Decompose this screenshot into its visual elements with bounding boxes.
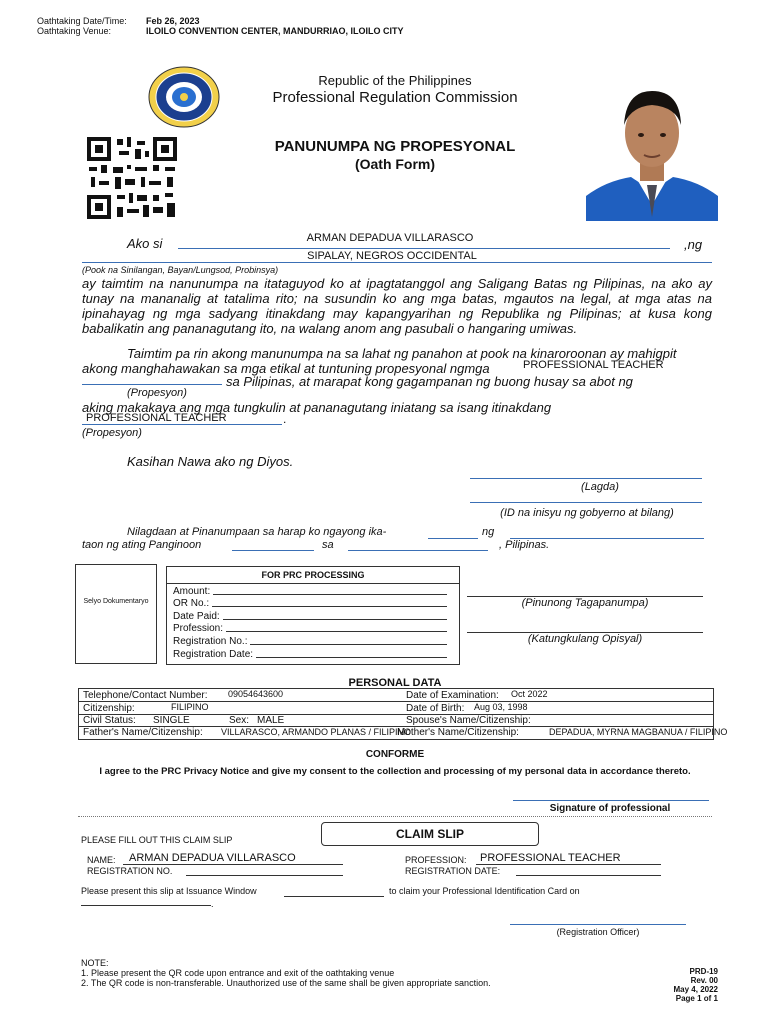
claim-reg-label: REGISTRATION NO. [87,866,173,876]
processing-field-line[interactable] [226,622,447,632]
officer-line[interactable] [510,916,686,925]
present-text-1: Please present this slip at Issuance Window [81,886,257,896]
processing-field-line[interactable] [223,610,447,620]
note-1: 1. Please present the QR code upon entrance and exit of the oathtaking venue [81,968,395,978]
profile-photo [586,81,718,221]
note-label: NOTE: [81,958,109,968]
id-caption: (ID na inisyu ng gobyerno at bilang) [500,507,674,519]
exam-label: Date of Examination: [406,690,499,701]
spouse-label: Spouse's Name/Citizenship: [406,715,531,726]
kasihan-text: Kasihan Nawa ako ng Diyos. [127,454,294,469]
card-date-line[interactable] [81,897,211,906]
commission-text: Professional Regulation Commission [272,89,518,106]
processing-title: FOR PRC PROCESSING [167,567,459,584]
prc-processing-box [166,566,460,665]
signature-line[interactable] [513,792,709,801]
taon-text: taon ng ating Panginoon [82,539,202,551]
claim-reg-date-label: REGISTRATION DATE: [405,866,501,876]
mother-value: DEPADUA, MYRNA MAGBANUA / FILIPINO [549,727,728,737]
oath-paragraph-1: ay taimtim na nanunumpa na itataguyod ko at ipagtatanggol ang Saligang Batas ng Pilipinas, na ako ay tunay na mananalig at tatalima rito; na susundin ko ang mga batas, mgautos na legal, at mga atas na ipinahayag ng mga sadyang itinakdang may kapangyarihan ng Republika ng Pilipinas; at kusa kong babalikatin ang pananagutang ito, na walang anom ang pasubali o hangaring umiwas. [82,276,712,336]
sa-word: sa [322,539,334,551]
pinunong-caption: (Pinunong Tagapanumpa) [521,597,649,609]
profession-value-1: PROFESSIONAL TEACHER [523,359,664,371]
oath-date-value: Feb 26, 2023 [146,16,200,26]
processing-field-row [173,622,453,635]
year-line[interactable] [232,538,314,551]
personal-data-table [78,688,728,740]
selyo-box [75,564,157,664]
form-code: PRD-19 [689,967,718,976]
form-title: PANUNUMPA NG PROPESYONAL [274,138,516,155]
ako-si-label: Ako si [127,236,163,251]
dob-value: Aug 03, 1998 [474,702,528,712]
processing-field-label: Registration No.: [173,635,248,647]
form-rev: Rev. 00 [690,976,718,985]
processing-field-label: Date Paid: [173,610,220,622]
selyo-text: Selyo Dokumentaryo [83,598,149,605]
oath-name-value: ARMAN DEPADUA VILLARASCO [306,232,474,244]
cut-line [78,816,712,817]
sex-value: MALE [257,715,285,726]
processing-field-line[interactable] [212,597,447,607]
month-line[interactable] [510,526,704,539]
form-code-block [600,967,718,1003]
tel-value: 09054643600 [228,689,284,699]
oath-p2-line2: akong manghahawakan sa mga etikal at tuntuning propesyonal ngmga [82,361,490,376]
sex-label: Sex: [229,715,250,726]
propesyon-caption-2: (Propesyon) [82,427,142,439]
lagda-line[interactable] [470,466,702,479]
tel-label: Telephone/Contact Number: [83,690,208,701]
katungkulang-caption: (Katungkulang Opisyal) [527,633,643,645]
processing-field-line[interactable] [256,648,447,658]
oath-date-label: Oathtaking Date/Time: [37,16,127,26]
personal-data-title: PERSONAL DATA [348,677,442,689]
civil-value: SINGLE [153,715,190,726]
processing-field-row [173,647,453,660]
id-line[interactable] [470,490,702,503]
present-text-2: to claim your Professional Identification Card on [389,886,580,896]
processing-field-label: Amount: [173,585,211,597]
processing-field-row [173,634,453,647]
ng-suffix: ,ng [684,237,703,252]
profession-line-1[interactable] [82,372,222,385]
propesyon-caption-1: (Propesyon) [127,387,187,399]
father-label: Father's Name/Citizenship: [83,727,203,738]
oath-p2-line1: Taimtim pa rin akong manunumpa na sa lahat ng panahon at pook na kinaroroonan ay mahigpit [127,346,677,361]
processing-field-row [173,609,453,622]
claim-name-label: NAME: [87,855,116,865]
form-date: May 4, 2022 [673,985,718,994]
signature-caption: Signature of professional [549,803,671,814]
oath-p2-line4: aking makakaya ang mga tungkulin at pananagutang iniatang sa isang itinakdang [82,400,552,415]
address-caption: (Pook na Sinilangan, Bayan/Lungsod, Probinsya) [82,265,279,275]
exam-value: Oct 2022 [511,689,548,699]
claim-slip-title: CLAIM SLIP [321,822,539,846]
lagda-caption: (Lagda) [581,481,619,493]
qr-code-icon [87,137,177,219]
oath-venue-label: Oathtaking Venue: [37,26,112,36]
dob-label: Date of Birth: [406,703,465,714]
processing-field-label: Registration Date: [173,648,254,660]
claim-name-value: ARMAN DEPADUA VILLARASCO [129,852,296,864]
oath-venue-value: ILOILO CONVENTION CENTER, MANDURRIAO, ILOILO CITY [146,26,404,36]
claim-reg-date-line[interactable] [516,865,661,876]
prc-seal-icon [148,66,220,128]
place-line[interactable] [348,538,488,551]
republic-text: Republic of the Philippines [318,73,472,88]
katungkulang-line[interactable] [467,626,703,633]
claim-prof-value: PROFESSIONAL TEACHER [480,852,621,864]
conforme-text: I agree to the PRC Privacy Notice and give my consent to the collection and processing of my personal data in accordance thereto. [99,766,691,777]
nilagdaan-text: Nilagdaan at Pinanumpaan sa harap ko ngayong ika- [127,526,387,538]
processing-field-row [173,597,453,610]
officer-caption: (Registration Officer) [556,927,640,937]
mother-label: Mother's Name/Citizenship: [397,727,519,738]
processing-field-label: Profession: [173,623,224,635]
processing-field-line[interactable] [213,585,447,595]
civil-label: Civil Status: [83,715,136,726]
father-value: VILLARASCO, ARMANDO PLANAS / FILIPINO [221,727,412,737]
claim-please: PLEASE FILL OUT THIS CLAIM SLIP [81,835,233,845]
profession-value-2: PROFESSIONAL TEACHER [86,412,227,424]
pilipinas-text: , Pilipinas. [499,539,550,551]
cit-label: Citizenship: [83,703,135,714]
claim-prof-label: PROFESSION: [405,855,467,865]
ng-word: ng [482,526,495,538]
conforme-title: CONFORME [365,749,425,760]
processing-field-line[interactable] [250,635,447,645]
address-value: SIPALAY, NEGROS OCCIDENTAL [307,250,477,262]
window-line[interactable] [284,886,384,897]
processing-field-label: OR No.: [173,598,210,610]
form-page: Page 1 of 1 [675,994,718,1003]
pinunong-line[interactable] [467,590,703,597]
processing-field-row [173,584,453,597]
claim-reg-line[interactable] [186,865,343,876]
oath-p2-line3: sa Pilipinas, at marapat kong gagampanan ng buong husay sa abot ng [226,374,633,389]
note-2: 2. The QR code is non-transferable. Unauthorized use of the same shall be given appropriate sanction. [81,978,491,988]
form-subtitle: (Oath Form) [354,156,436,172]
cit-value: FILIPINO [171,702,209,712]
